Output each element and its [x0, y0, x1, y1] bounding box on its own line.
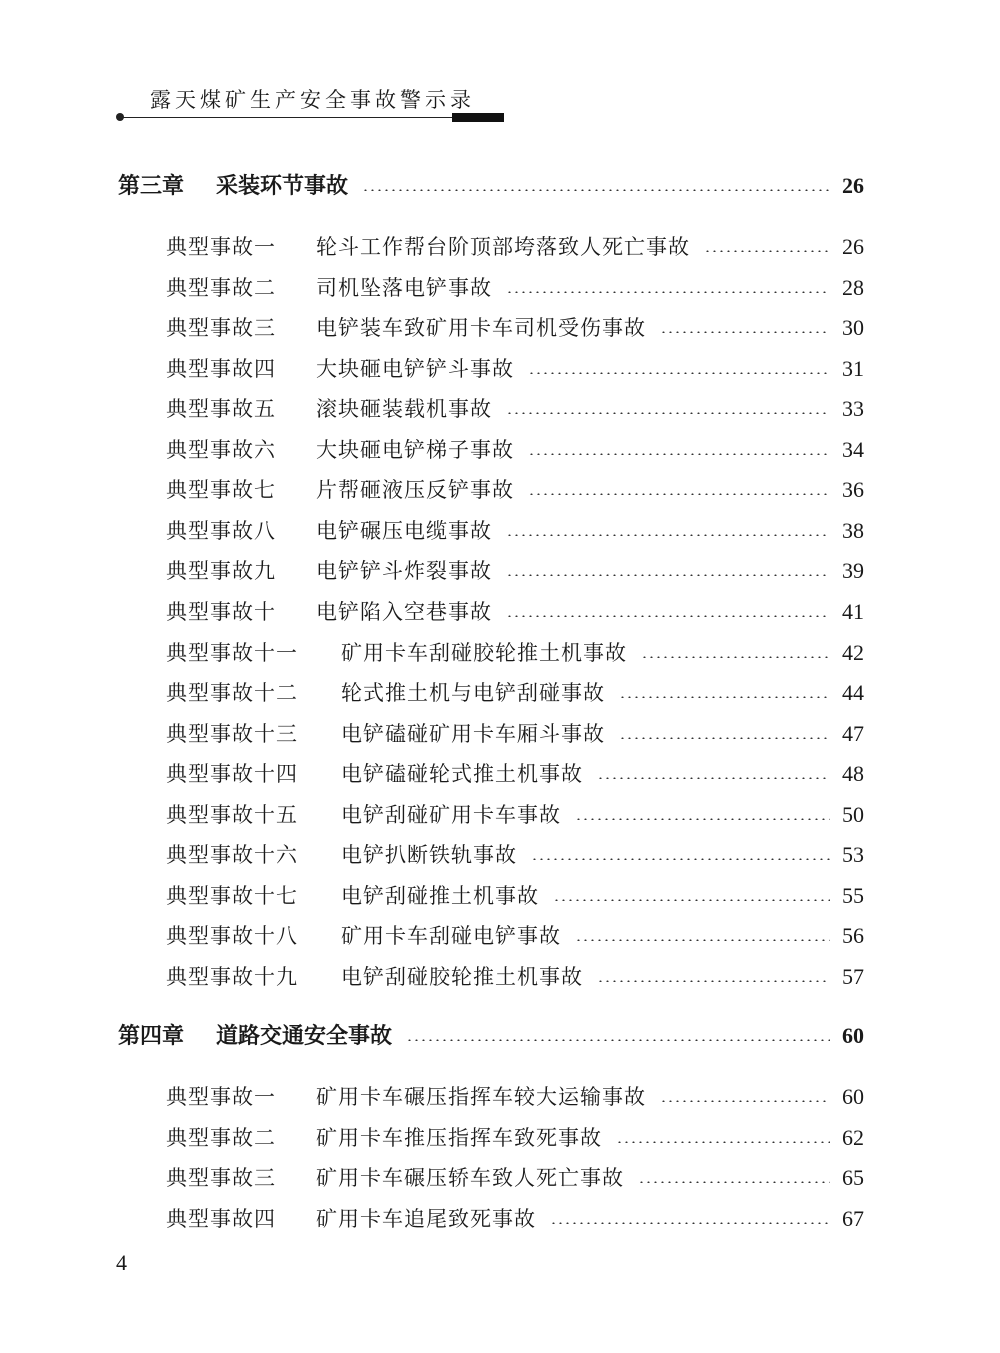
- entry-page-number: 44: [842, 680, 864, 705]
- entry-label: 典型事故十三: [166, 722, 298, 746]
- entry-label: 典型事故一: [166, 1085, 276, 1109]
- entry-label: 典型事故三: [166, 1166, 276, 1190]
- entry-label: 典型事故十: [166, 600, 276, 624]
- toc-entry[interactable]: [166, 272, 864, 304]
- dot-leader: [362, 189, 830, 191]
- running-head-rule: [122, 117, 504, 118]
- toc-entry[interactable]: [166, 1122, 864, 1154]
- entry-label: 典型事故十五: [166, 803, 298, 827]
- toc-entry[interactable]: [166, 637, 864, 669]
- entry-title: 电铲磕碰轮式推土机事故: [341, 762, 583, 786]
- dot-leader: [575, 818, 830, 820]
- entry-page-number: 31: [842, 356, 864, 381]
- entry-page-number: 47: [842, 721, 864, 746]
- toc-entry[interactable]: [166, 393, 864, 425]
- toc-entry[interactable]: [166, 434, 864, 466]
- entry-page-number: 30: [842, 315, 864, 340]
- entry-title: 矿用卡车刮碰电铲事故: [341, 924, 561, 948]
- entry-title: 滚块砸装载机事故: [316, 397, 492, 421]
- dot-leader: [553, 899, 830, 901]
- toc-entry[interactable]: [166, 1081, 864, 1113]
- entry-label: 第四章: [118, 1024, 185, 1049]
- dot-leader: [597, 980, 830, 982]
- dot-leader: [660, 331, 830, 333]
- entry-page-number: 56: [842, 923, 864, 948]
- entry-title: 矿用卡车推压指挥车致死事故: [316, 1126, 602, 1150]
- entry-title: 轮式推土机与电铲刮碰事故: [341, 681, 605, 705]
- entry-title: 电铲装车致矿用卡车司机受伤事故: [316, 316, 646, 340]
- entry-title: 矿用卡车追尾致死事故: [316, 1207, 536, 1231]
- dot-leader: [531, 858, 830, 860]
- toc-entry[interactable]: [166, 515, 864, 547]
- toc-entry[interactable]: [166, 231, 864, 263]
- dot-leader: [616, 1141, 830, 1143]
- entry-page-number: 38: [842, 518, 864, 543]
- dot-leader: [506, 412, 830, 414]
- entry-title: 电铲磕碰矿用卡车厢斗事故: [341, 722, 605, 746]
- entry-label: 典型事故九: [166, 559, 276, 583]
- entry-label: 典型事故十二: [166, 681, 298, 705]
- entry-page-number: 28: [842, 275, 864, 300]
- dot-leader: [638, 1181, 830, 1183]
- dot-leader: [528, 372, 830, 374]
- dot-leader: [619, 737, 830, 739]
- entry-title: 大块砸电铲铲斗事故: [316, 357, 514, 381]
- toc-entry[interactable]: [166, 839, 864, 871]
- entry-page-number: 41: [842, 599, 864, 624]
- entry-title: 司机坠落电铲事故: [316, 276, 492, 300]
- toc-entry[interactable]: [166, 677, 864, 709]
- dot-leader: [597, 777, 830, 779]
- entry-page-number: 60: [842, 1023, 864, 1048]
- entry-label: 典型事故四: [166, 1207, 276, 1231]
- toc-entry[interactable]: [166, 1203, 864, 1235]
- entry-page-number: 60: [842, 1084, 864, 1109]
- entry-page-number: 57: [842, 964, 864, 989]
- entry-label: 典型事故四: [166, 357, 276, 381]
- toc-entry[interactable]: [166, 880, 864, 912]
- toc-entry[interactable]: [166, 353, 864, 385]
- entry-title: 片帮砸液压反铲事故: [316, 478, 514, 502]
- toc-entry[interactable]: [166, 920, 864, 952]
- entry-title: 电铲陷入空巷事故: [316, 600, 492, 624]
- dot-leader: [506, 291, 830, 293]
- entry-label: 典型事故十九: [166, 965, 298, 989]
- entry-label: 典型事故十一: [166, 641, 298, 665]
- entry-title: 道路交通安全事故: [216, 1024, 393, 1049]
- dot-leader: [506, 615, 830, 617]
- dot-leader: [406, 1039, 830, 1041]
- entry-title: 矿用卡车碾压指挥车较大运输事故: [316, 1085, 646, 1109]
- entry-page-number: 26: [842, 173, 864, 198]
- entry-title: 轮斗工作帮台阶顶部垮落致人死亡事故: [316, 235, 690, 259]
- entry-page-number: 50: [842, 802, 864, 827]
- running-head: 露天煤矿生产安全事故警示录: [150, 88, 475, 112]
- entry-label: 典型事故一: [166, 235, 276, 259]
- entry-title: 电铲刮碰矿用卡车事故: [341, 803, 561, 827]
- dot-leader: [575, 939, 830, 941]
- dot-leader: [641, 656, 830, 658]
- dot-leader: [528, 453, 830, 455]
- entry-title: 电铲扒断铁轨事故: [341, 843, 517, 867]
- dot-leader: [619, 696, 830, 698]
- entry-label: 典型事故二: [166, 1126, 276, 1150]
- toc-entry[interactable]: [166, 799, 864, 831]
- dot-leader: [528, 493, 830, 495]
- entry-label: 第三章: [118, 174, 185, 199]
- entry-page-number: 53: [842, 842, 864, 867]
- toc-entry[interactable]: [166, 1162, 864, 1194]
- entry-title: 电铲铲斗炸裂事故: [316, 559, 492, 583]
- entry-page-number: 33: [842, 396, 864, 421]
- entry-page-number: 65: [842, 1165, 864, 1190]
- toc-chapter[interactable]: [118, 1020, 864, 1052]
- entry-label: 典型事故三: [166, 316, 276, 340]
- entry-title: 矿用卡车刮碰胶轮推土机事故: [341, 641, 627, 665]
- entry-page-number: 48: [842, 761, 864, 786]
- dot-leader: [506, 574, 830, 576]
- dot-leader: [550, 1222, 830, 1224]
- toc-entry[interactable]: [166, 312, 864, 344]
- toc-entry[interactable]: [166, 474, 864, 506]
- entry-title: 大块砸电铲梯子事故: [316, 438, 514, 462]
- entry-title: 电铲碾压电缆事故: [316, 519, 492, 543]
- entry-page-number: 42: [842, 640, 864, 665]
- entry-page-number: 34: [842, 437, 864, 462]
- entry-label: 典型事故十七: [166, 884, 298, 908]
- toc-entry[interactable]: [166, 718, 864, 750]
- entry-page-number: 62: [842, 1125, 864, 1150]
- entry-label: 典型事故十八: [166, 924, 298, 948]
- entry-title: 电铲刮碰胶轮推土机事故: [341, 965, 583, 989]
- entry-label: 典型事故五: [166, 397, 276, 421]
- entry-title: 采装环节事故: [216, 174, 349, 199]
- toc-entry[interactable]: [166, 555, 864, 587]
- entry-label: 典型事故十六: [166, 843, 298, 867]
- running-head-bar: [452, 113, 504, 122]
- dot-leader: [660, 1100, 830, 1102]
- entry-label: 典型事故二: [166, 276, 276, 300]
- entry-label: 典型事故六: [166, 438, 276, 462]
- entry-title: 矿用卡车碾压轿车致人死亡事故: [316, 1166, 624, 1190]
- entry-label: 典型事故八: [166, 519, 276, 543]
- page-number: 4: [116, 1250, 127, 1275]
- entry-page-number: 36: [842, 477, 864, 502]
- entry-title: 电铲刮碰推土机事故: [341, 884, 539, 908]
- entry-label: 典型事故七: [166, 478, 276, 502]
- dot-leader: [704, 250, 830, 252]
- entry-page-number: 67: [842, 1206, 864, 1231]
- entry-page-number: 39: [842, 558, 864, 583]
- entry-label: 典型事故十四: [166, 762, 298, 786]
- entry-page-number: 26: [842, 234, 864, 259]
- entry-page-number: 55: [842, 883, 864, 908]
- toc-entry[interactable]: [166, 596, 864, 628]
- toc-chapter[interactable]: [118, 170, 864, 202]
- toc-entry[interactable]: [166, 961, 864, 993]
- toc-entry[interactable]: [166, 758, 864, 790]
- dot-leader: [506, 534, 830, 536]
